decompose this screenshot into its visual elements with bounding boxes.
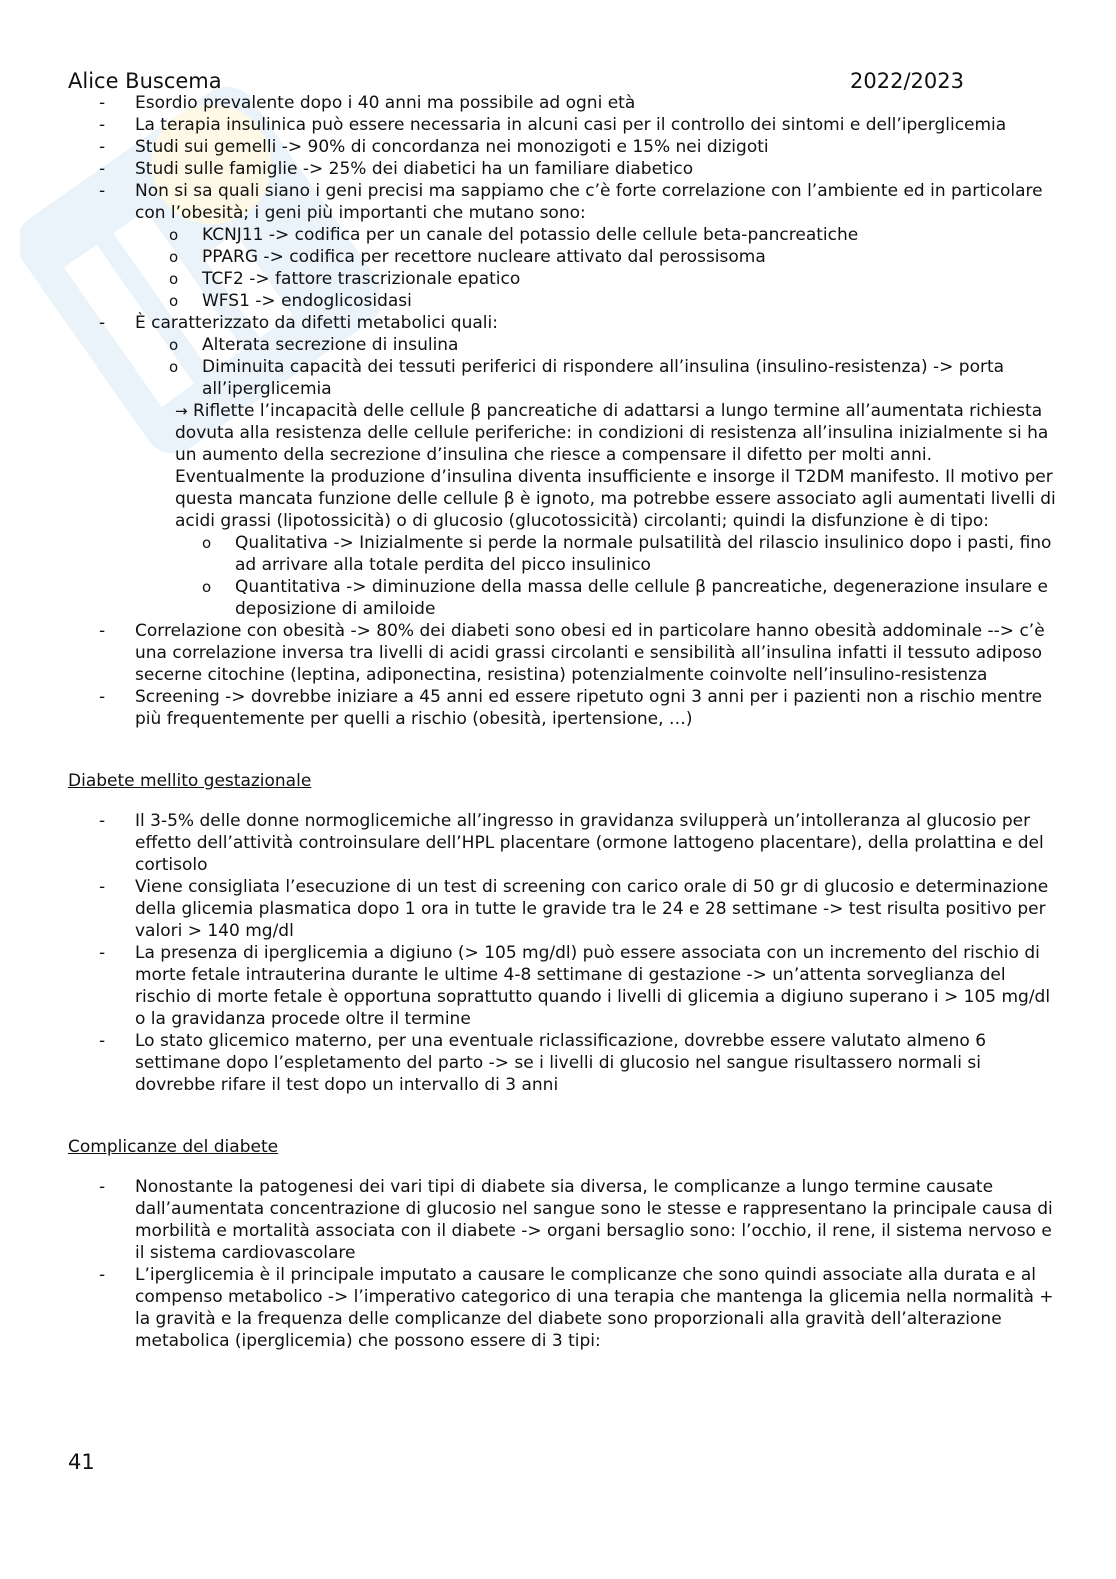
academic-year: 2022/2023 — [850, 69, 964, 93]
genes-intro-text: Non si sa quali siano i geni precisi ma sappiamo che c’è forte correlazione con l’ambiente ed in particolare con l’obesità; i geni più importanti che mutano sono: — [135, 181, 1043, 223]
section-title-gestational: Diabete mellito gestazionale — [68, 771, 312, 791]
sublist-item: o Quantitativa -> diminuzione della massa delle cellule β pancreatiche, degenerazione insulare e deposizione di amiloide — [68, 576, 1058, 620]
section-title-complications: Complicanze del diabete — [68, 1137, 279, 1157]
sublist-item: o PPARG -> codifica per recettore nucleare attivato dal perossisoma — [68, 246, 1058, 268]
list-item: - Studi sulle famiglie -> 25% dei diabetici ha un familiare diabetico — [68, 158, 1058, 180]
genes-sublist — [135, 224, 1058, 312]
sublist-item: o Alterata secrezione di insulina — [68, 334, 1058, 356]
t2dm-list — [68, 92, 1058, 730]
list-item: - Screening -> dovrebbe iniziare a 45 anni ed essere ripetuto ogni 3 anni per i pazienti non a rischio mentre più frequentemente per quelli a rischio (obesità, ipertensione, …) — [68, 686, 1058, 730]
list-item: - Correlazione con obesità -> 80% dei diabeti sono obesi ed in particolare hanno obesità addominale --> c’è una correlazione inversa tra livelli di acidi grassi circolanti e sensibilità all’insulina infatti il tessuto adiposo secerne citochine (leptina, adiponectina, resistina) potenzialmente coinvolte nell’insulino-resistenza — [68, 620, 1058, 686]
list-item: - Esordio prevalente dopo i 40 anni ma possibile ad ogni età — [68, 92, 1058, 114]
sublist-item: o WFS1 -> endoglicosidasi — [68, 290, 1058, 312]
page-number: 41 — [68, 1450, 95, 1474]
sublist-item: o TCF2 -> fattore trascrizionale epatico — [68, 268, 1058, 290]
list-item: - L’iperglicemia è il principale imputato a causare le complicanze che sono quindi associate alla durata e al compenso metabolico -> l’imperativo categorico di una terapia che mantenga la glicemia nella normalità + la gravità e la frequenza delle complicanze del diabete sono proporzionali alla gravità dell’alterazione metabolica (iperglicemia) che possono essere di 3 tipi: — [68, 1264, 1058, 1352]
list-item: - Il 3-5% delle donne normoglicemiche all’ingresso in gravidanza svilupperà un’intolleranza al glucosio per effetto dell’attività controinsulare dell’HPL placentare (ormone lattogeno placentare), della prolattina e del cortisolo — [68, 810, 1058, 876]
note-text: Riflette l’incapacità delle cellule β pancreatiche di adattarsi a lungo termine all’aumentata richiesta dovuta alla resistenza delle cellule periferiche: in condizioni di resistenza all’insulina inizialmente si ha un aumento della secrezione d’insulina che riesce a compensare il difetto per molti anni. Eventualmente la produzione d’insulina diventa insufficiente e insorge il T2DM manifesto. Il motivo per questa mancata funzione delle cellule β è ignoto, ma potrebbe essere associato agli aumentati livelli di acidi grassi (lipotossicità) o di glucosio (glucotossicità) circolanti; quindi la disfunzione è di tipo: — [175, 401, 1056, 531]
author-name: Alice Buscema — [68, 69, 222, 93]
list-item: - Viene consigliata l’esecuzione di un test di screening con carico orale di 50 gr di glucosio e determinazione della glicemia plasmatica dopo 1 ora in tutte le gravide tra le 24 e 28 settimane -> test risulta positivo per valori > 140 mg/dl — [68, 876, 1058, 942]
sublist-item: o Diminuita capacità dei tessuti periferici di rispondere all’insulina (insulino-resistenza) -> porta all’iperglicemia — [68, 356, 1058, 400]
list-item: - Studi sui gemelli -> 90% di concordanza nei monozigoti e 15% nei dizigoti — [68, 136, 1058, 158]
right-arrow-icon: → — [175, 402, 188, 420]
list-item: - La presenza di iperglicemia a digiuno (> 105 mg/dl) può essere associata con un incremento del rischio di morte fetale intrauterina durante le ultime 4-8 settimane di gestazione -> un’attenta sorveglianza del rischio di morte fetale è opportuna soprattutto quando i livelli di glicemia a digiuno superano i > 105 mg/dl o la gravidanza procede oltre il termine — [68, 942, 1058, 1030]
list-item: - Nonostante la patogenesi dei vari tipi di diabete sia diversa, le complicanze a lungo termine causate dall’aumentata concentrazione di glucosio nel sangue sono le stesse e rappresentano la principale causa di morbilità e mortalità associata con il diabete -> organi bersaglio sono: l’occhio, il rene, il sistema nervoso e il sistema cardiovascolare — [68, 1176, 1058, 1264]
list-item — [68, 180, 1058, 312]
sublist-item: o KCNJ11 -> codifica per un canale del potassio delle cellule beta-pancreatiche — [68, 224, 1058, 246]
metabolic-defects-sublist — [135, 334, 1058, 400]
page-body — [68, 92, 1058, 1352]
list-item: - Lo stato glicemico materno, per una eventuale riclassificazione, dovrebbe essere valutato almeno 6 settimane dopo l’espletamento del parto -> se i livelli di glucosio nel sangue risultassero normali si dovrebbe rifare il test dopo un intervallo di 3 anni — [68, 1030, 1058, 1096]
metabolic-defects-intro: È caratterizzato da difetti metabolici quali: — [135, 313, 498, 333]
page-header — [68, 68, 964, 94]
complications-list — [68, 1176, 1058, 1352]
beta-cell-note — [175, 400, 1058, 532]
dysfunction-types-sublist — [135, 532, 1058, 620]
gestational-list — [68, 810, 1058, 1096]
list-item: - La terapia insulinica può essere necessaria in alcuni casi per il controllo dei sintomi e dell’iperglicemia — [68, 114, 1058, 136]
list-item — [68, 312, 1058, 620]
sublist-item: o Qualitativa -> Inizialmente si perde la normale pulsatilità del rilascio insulinico dopo i pasti, fino ad arrivare alla totale perdita del picco insulinico — [68, 532, 1058, 576]
